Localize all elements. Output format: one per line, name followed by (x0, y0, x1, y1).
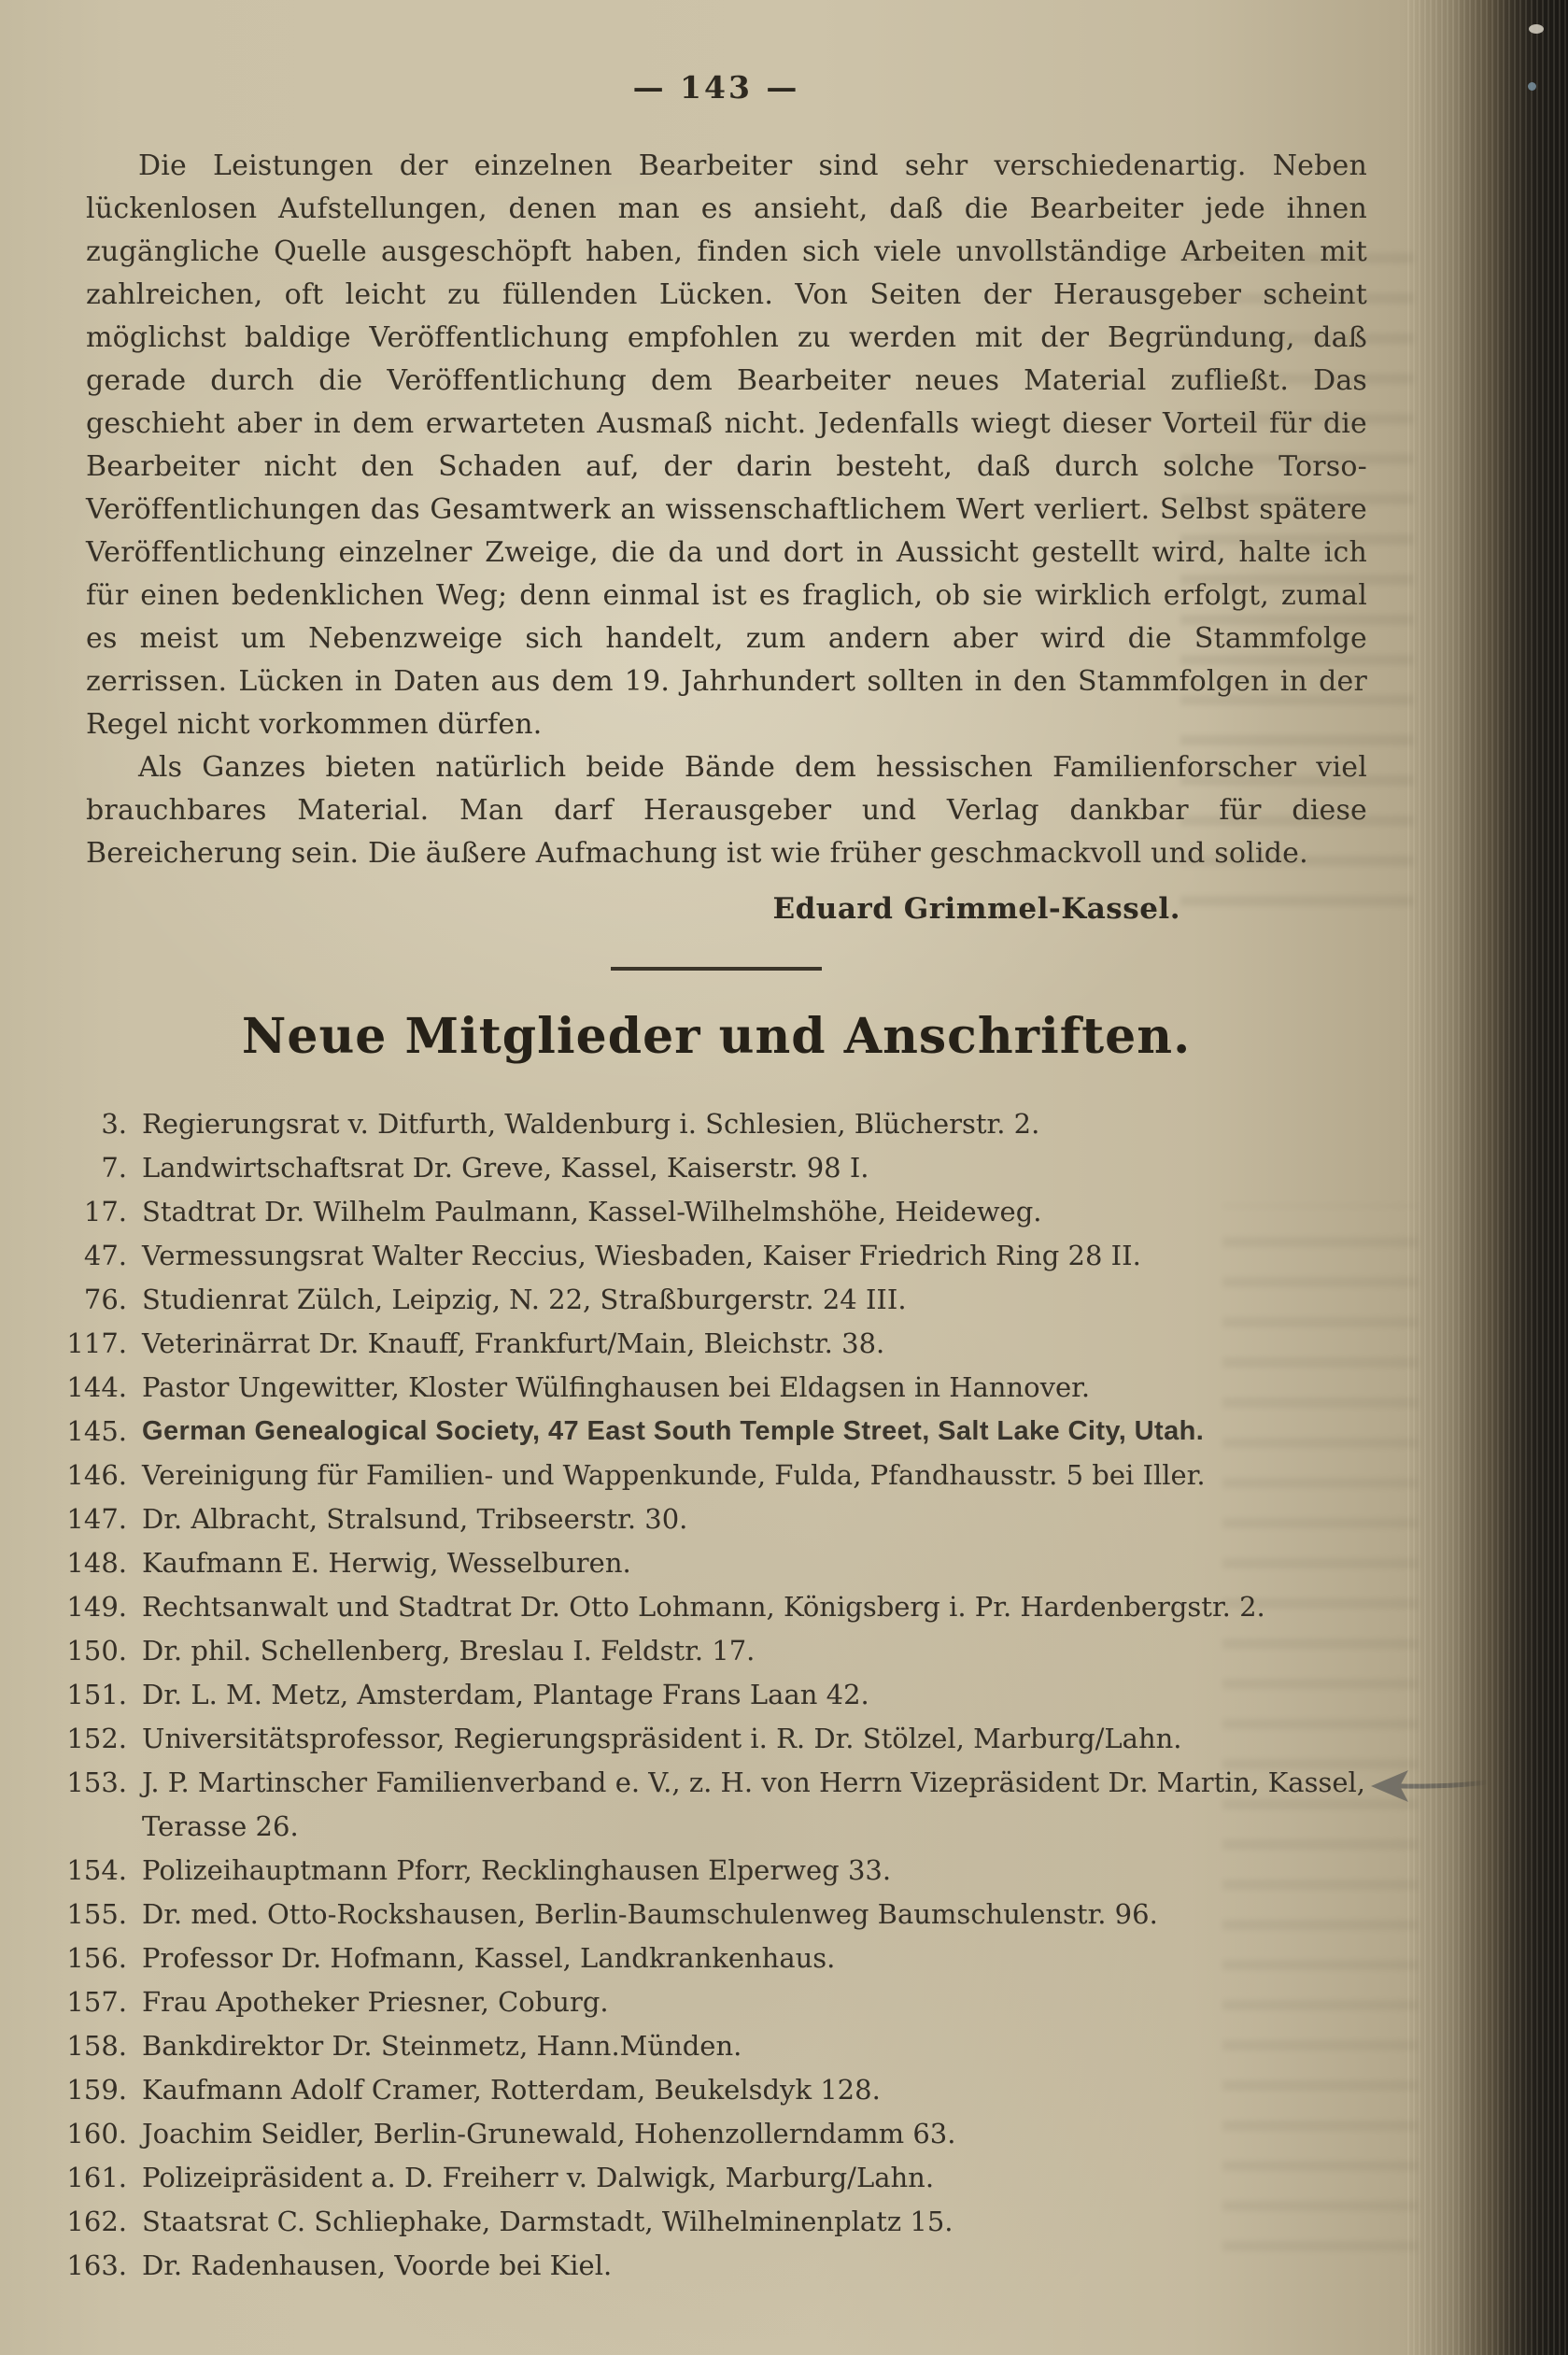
member-number: 3. (101, 1108, 127, 1140)
member-text: Frau Apotheker Priesner, Coburg. (142, 1986, 609, 2018)
member-number: 147. (66, 1503, 127, 1535)
list-item (65, 1673, 1367, 1717)
member-number: 154. (66, 1854, 127, 1886)
book-edge (1407, 0, 1568, 2355)
member-number: 157. (66, 1986, 127, 2018)
member-number: 155. (66, 1898, 127, 1930)
member-number: 151. (66, 1679, 127, 1710)
member-text: Regierungsrat v. Ditfurth, Waldenburg i. Schlesien, Blücherstr. 2. (142, 1108, 1040, 1140)
member-text: Dr. Albracht, Stralsund, Tribseerstr. 30. (142, 1503, 688, 1535)
member-number: 160. (66, 2118, 127, 2149)
member-number: 145. (66, 1415, 127, 1447)
member-number: 144. (66, 1371, 127, 1403)
member-number: 159. (66, 2074, 127, 2106)
review-paragraph: Als Ganzes bieten natürlich beide Bände dem hessischen Familienforscher viel brauchbares Material. Man darf Herausgeber und Verlag dankbar für diese Bereicherung sein. Die äußere Aufmachung ist wie früher geschmackvoll und solide. (86, 751, 1367, 870)
list-item (65, 2112, 1367, 2156)
member-text: Stadtrat Dr. Wilhelm Paulmann, Kassel-Wilhelmshöhe, Heideweg. (142, 1196, 1042, 1227)
member-text: Polizeihauptmann Pforr, Recklinghausen Elperweg 33. (142, 1854, 892, 1886)
list-item (65, 1936, 1367, 1980)
list-item (65, 1454, 1367, 1497)
list-item (65, 1190, 1367, 1234)
member-number: 158. (66, 2030, 127, 2062)
member-number: 153. (66, 1766, 127, 1798)
page-number: — 143 — (632, 69, 800, 106)
list-item-flagged (65, 1761, 1367, 1849)
list-item (65, 1629, 1367, 1673)
list-item (65, 2024, 1367, 2068)
member-text: Polizeipräsident a. D. Freiherr v. Dalwigk, Marburg/Lahn. (142, 2162, 935, 2193)
member-text: Joachim Seidler, Berlin-Grunewald, Hohenzollerndamm 63. (142, 2118, 956, 2149)
member-text: Kaufmann Adolf Cramer, Rotterdam, Beukelsdyk 128. (142, 2074, 881, 2106)
member-number: 149. (66, 1591, 127, 1623)
page-edge-speck (1528, 82, 1536, 91)
member-text: Veterinärrat Dr. Knauff, Frankfurt/Main, Bleichstr. 38. (142, 1327, 885, 1359)
member-number: 162. (66, 2206, 127, 2237)
member-list (65, 1102, 1367, 2288)
list-item (65, 1410, 1367, 1454)
member-text: J. P. Martinscher Familienverband e. V., z. H. von Herrn Vizepräsident Dr. Martin, Kassel, Terasse 26. (142, 1766, 1366, 1842)
list-item (65, 1541, 1367, 1585)
member-number: 17. (83, 1196, 127, 1227)
member-number: 7. (101, 1152, 127, 1184)
member-text: Vereinigung für Familien- und Wappenkunde, Fulda, Pfandhausstr. 5 bei Iller. (142, 1459, 1206, 1491)
member-text: Bankdirektor Dr. Steinmetz, Hann.Münden. (142, 2030, 742, 2062)
member-text: Kaufmann E. Herwig, Wesselburen. (142, 1547, 631, 1579)
member-number: 148. (66, 1547, 127, 1579)
member-text: Professor Dr. Hofmann, Kassel, Landkrankenhaus. (142, 1942, 836, 1974)
list-item (65, 1102, 1367, 1146)
member-number: 76. (83, 1284, 127, 1315)
list-item (65, 2156, 1367, 2200)
member-number: 163. (66, 2249, 127, 2281)
list-item (65, 2068, 1367, 2112)
member-text: Pastor Ungewitter, Kloster Wülfinghausen bei Eldagsen in Hannover. (142, 1371, 1091, 1403)
member-number: 150. (66, 1635, 127, 1667)
list-item (65, 1980, 1367, 2024)
member-number: 161. (66, 2162, 127, 2193)
member-text: Dr. med. Otto-Rockshausen, Berlin-Baumschulenweg Baumschulenstr. 96. (142, 1898, 1158, 1930)
member-text: Universitätsprofessor, Regierungspräsident i. R. Dr. Stölzel, Marburg/Lahn. (142, 1723, 1182, 1754)
member-text: Staatsrat C. Schliephake, Darmstadt, Wilhelminenplatz 15. (142, 2206, 954, 2237)
member-text: Dr. Radenhausen, Voorde bei Kiel. (142, 2249, 613, 2281)
member-text: Vermessungsrat Walter Reccius, Wiesbaden, Kaiser Friedrich Ring 28 II. (142, 1240, 1141, 1271)
list-item (65, 1849, 1367, 1893)
member-text: Dr. phil. Schellenberg, Breslau I. Feldstr. 17. (142, 1635, 756, 1667)
list-item (65, 1322, 1367, 1366)
list-item (65, 2200, 1367, 2244)
member-number: 146. (66, 1459, 127, 1491)
member-text: Rechtsanwalt und Stadtrat Dr. Otto Lohmann, Königsberg i. Pr. Hardenbergstr. 2. (142, 1591, 1265, 1623)
review-signature: Eduard Grimmel-Kassel. (772, 892, 1180, 926)
member-text: Dr. L. M. Metz, Amsterdam, Plantage Frans Laan 42. (142, 1679, 869, 1710)
member-text: Studienrat Zülch, Leipzig, N. 22, Straßburgerstr. 24 III. (142, 1284, 907, 1315)
member-number: 117. (66, 1327, 127, 1359)
section-heading: Neue Mitglieder und Anschriften. (241, 1008, 1192, 1065)
member-number: 47. (83, 1240, 127, 1271)
list-item (65, 1893, 1367, 1936)
list-item (65, 1146, 1367, 1190)
list-item (65, 1234, 1367, 1278)
member-text: German Genealogical Society, 47 East South Temple Street, Salt Lake City, Utah. (142, 1416, 1205, 1446)
list-item (65, 1497, 1367, 1541)
list-item (65, 1585, 1367, 1629)
list-item (65, 2244, 1367, 2288)
page-edge-speck (1529, 24, 1544, 34)
list-item (65, 1278, 1367, 1322)
list-item (65, 1366, 1367, 1410)
list-item (65, 1717, 1367, 1761)
section-divider (611, 967, 822, 971)
member-text: Landwirtschaftsrat Dr. Greve, Kassel, Kaiserstr. 98 I. (142, 1152, 869, 1184)
member-number: 156. (66, 1942, 127, 1974)
member-number: 152. (66, 1723, 127, 1754)
review-paragraph: Die Leistungen der einzelnen Bearbeiter sind sehr verschiedenartig. Neben lückenlosen Aufstellungen, denen man es ansieht, daß die Bearbeiter jede ihnen zugängliche Quelle ausgeschöpft haben, finden sich viele unvollständige Arbeiten mit zahlreichen, oft leicht zu füllenden Lücken. Von Seiten der Herausgeber scheint möglichst baldige Veröffentlichung empfohlen zu werden mit der Begründung, daß gerade durch die Veröffentlichung dem Bearbeiter neues Material zufließt. Das geschieht aber in dem erwarteten Ausmaß nicht. Jedenfalls wiegt dieser Vorteil für die Bearbeiter nicht den Schaden auf, der darin besteht, daß durch solche Torso-Veröffentlichungen das Gesamtwerk an wissenschaftlichem Wert verliert. Selbst spätere Veröffentlichung einzelner Zweige, die da und dort in Aussicht gestellt wird, halte ich für einen bedenklichen Weg; denn einmal ist es fraglich, ob sie wirklich erfolgt, zumal es meist um Nebenzweige sich handelt, zum andern aber wird die Stammfolge zerrissen. Lücken in Daten aus dem 19. Jahrhundert sollten in den Stammfolgen in der Regel nicht vorkommen dürfen. (86, 149, 1367, 741)
